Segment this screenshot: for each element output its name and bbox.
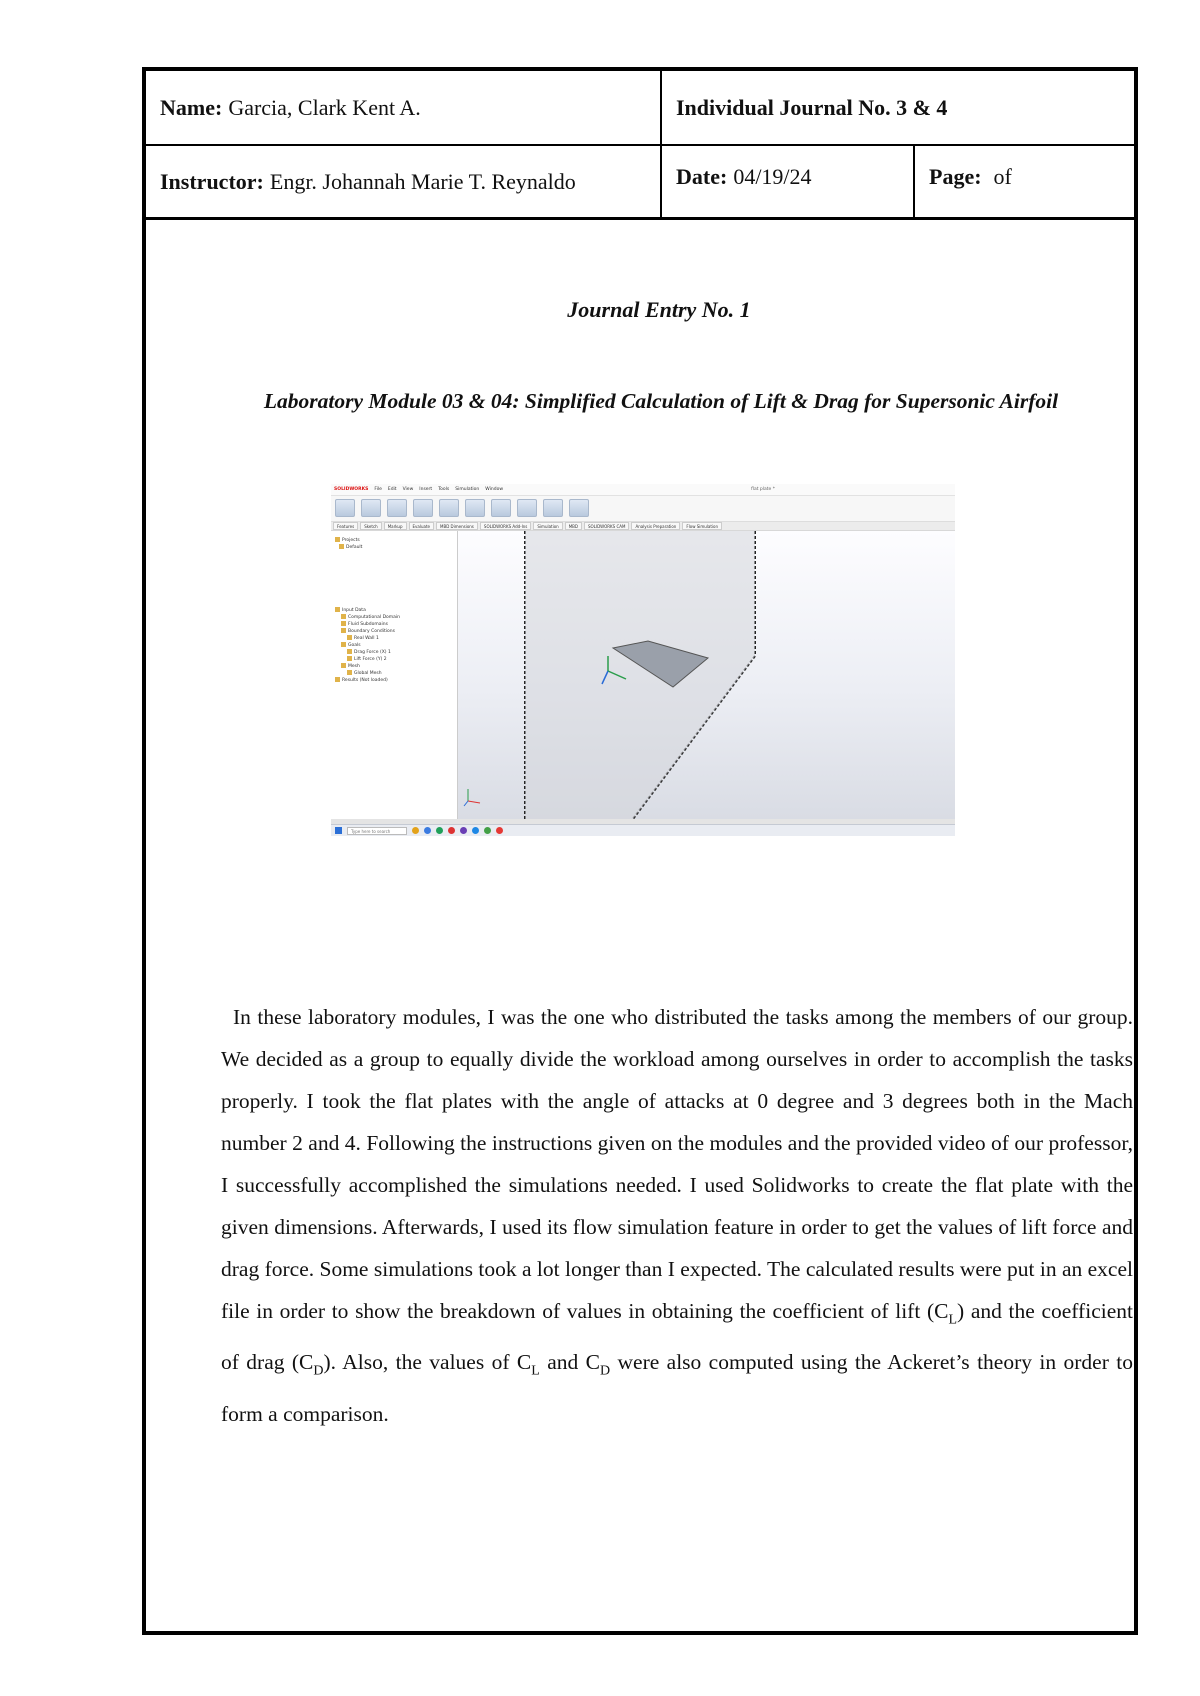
folder-icon [341,642,346,647]
taskbar-app-icon [412,827,419,834]
solidworks-logo: SOLIDWORKS [334,487,369,492]
tree-item: Drag Force (X) 1 [335,649,453,656]
header-divider-2 [146,217,1134,220]
taskbar-app-icon [472,827,479,834]
ribbon-button-icon [335,499,355,517]
instructor-label: Instructor: [160,168,264,194]
journal-page-frame [142,67,1138,1635]
folder-icon [341,628,346,633]
command-ribbon [331,496,955,522]
solidworks-screenshot [331,484,955,836]
taskbar-app-icon [424,827,431,834]
taskbar-search: Type here to search [347,827,407,835]
tree-item: Projects [335,537,453,544]
page-value: of [993,164,1012,189]
ribbon-button-icon [517,499,537,517]
ribbon-button-icon [413,499,433,517]
ribbon-button-icon [491,499,511,517]
date-cell [662,146,913,217]
date-value: 04/19/24 [733,164,812,189]
ribbon-button-icon [439,499,459,517]
tree-item: Default [335,544,453,551]
folder-icon [341,614,346,619]
journal-number-cell [662,71,1132,144]
tree-item: Mesh [335,663,453,670]
ribbon-button-icon [569,499,589,517]
page-label: Page: [929,164,982,189]
ribbon-button-icon [387,499,407,517]
name-value: Garcia, Clark Kent A. [228,94,421,120]
name-cell [146,71,660,144]
entry-title: Journal Entry No. 1 [567,297,751,322]
page-cell [915,146,1132,217]
tree-item: Goals [335,642,453,649]
folder-icon [341,621,346,626]
windows-taskbar [331,824,955,836]
tree-item: Results (Not loaded) [335,677,453,684]
folder-icon [347,670,352,675]
ribbon-button-icon [543,499,563,517]
taskbar-app-icon [484,827,491,834]
taskbar-app-icon [460,827,467,834]
folder-icon [339,544,344,549]
taskbar-app-icon [436,827,443,834]
tree-item: Input Data [335,607,453,614]
graphics-viewport [458,531,955,819]
tree-item: Global Mesh [335,670,453,677]
folder-icon [347,649,352,654]
flat-plate-model [458,531,955,819]
instructor-value: Engr. Johannah Marie T. Reynaldo [269,168,576,194]
tree-item: Boundary Conditions [335,628,453,635]
taskbar-app-icon [496,827,503,834]
ribbon-button-icon [465,499,485,517]
folder-icon [341,663,346,668]
folder-icon [335,537,340,542]
module-title: Laboratory Module 03 & 04: Simplified Calculation of Lift & Drag for Supersonic Airfoil [263,389,1059,413]
feature-tree [331,531,458,819]
app-menu-bar: SOLIDWORKS File Edit View Insert Tools Simulation Window flat plate * [331,484,955,496]
folder-icon [347,635,352,640]
taskbar-app-icon [448,827,455,834]
window-title: flat plate * [751,487,775,492]
tree-item: Lift Force (Y) 2 [335,656,453,663]
tree-item: Computational Domain [335,614,453,621]
folder-icon [347,656,352,661]
instructor-cell [146,146,660,217]
windows-start-icon [335,827,342,834]
journal-body-paragraph: In these laboratory modules, I was the one who distributed the tasks among the members of our group. We decided as a group to equally divide the workload among ourselves in order to accomplish the tasks properly. I took the flat plates with the angle of attacks at 0 degree and 3 degrees both in the Mach number 2 and 4. Following the instructions given on the modules and the provided video of our professor, I successfully accomplished the simulations needed. I used Solidworks to create the flat plate with the given dimensions. Afterwards, I used its flow simulation feature in order to get the values of lift force and drag force. Some simulations took a lot longer than I expected. The calculated results were put in an excel file in order to show the breakdown of values in obtaining the coefficient of lift $(C_L)$ and the coefficient of drag $(C_D)$. Also, the values of $C_L$ and $C_D$ were also computed using the Ackeret’s theory in order to form a comparison. [221,1005,1133,1426]
folder-icon [335,607,340,612]
tree-item: Fluid Subdomains [335,621,453,628]
command-tabs: Features Sketch Markup Evaluate MBD Dimensions SOLIDWORKS Add-Ins Simulation MBD SOLIDWORKS CAM Analysis Preparation Flow Simulation [331,522,955,531]
name-label: Name: [160,94,223,120]
date-label: Date: [676,164,728,189]
folder-icon [335,677,340,682]
tree-item: Real Wall 1 [335,635,453,642]
journal-number: Individual Journal No. 3 & 4 [676,94,948,120]
ribbon-button-icon [361,499,381,517]
